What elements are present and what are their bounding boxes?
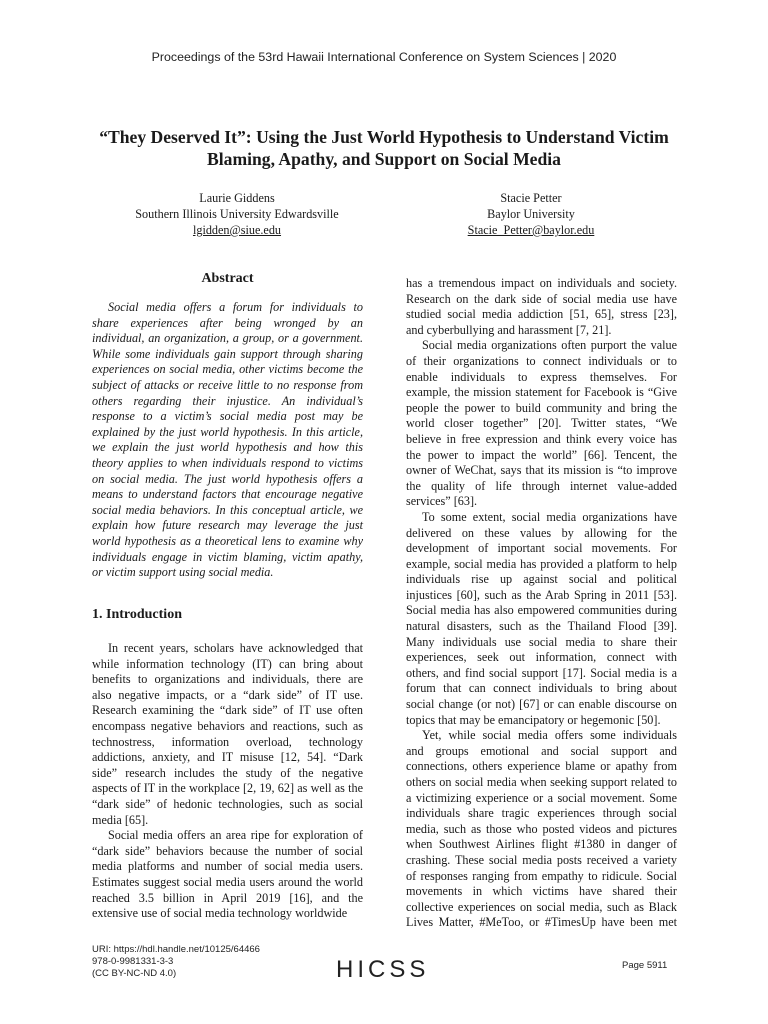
text-line: explain how future research may leverage the just: [92, 518, 363, 533]
introduction-body: [92, 641, 363, 922]
text-line: individuals engage in victim blaming, victim apathy,: [92, 549, 363, 564]
text-line: also negative impacts, or a “dark side” of IT use.: [92, 687, 363, 702]
author-block-1: [92, 190, 382, 238]
text-line: individuals share tragic experiences through social: [406, 806, 677, 821]
footer-uri[interactable]: URI: https://hdl.handle.net/10125/64466: [92, 944, 260, 955]
text-line: we explain the just world hypothesis and how this: [92, 440, 363, 455]
paragraph: [406, 338, 677, 510]
introduction-heading: 1. Introduction: [92, 607, 182, 622]
author-name: Laurie Giddens: [199, 191, 275, 205]
page-number: Page 5911: [622, 960, 668, 971]
text-line: reached 3.5 billion in April 2019 [16], and the: [92, 890, 363, 905]
text-line: experiences, seek out information, connect with: [406, 650, 677, 665]
text-line: and cyberbullying and harassment [7, 21].: [406, 322, 612, 337]
text-line: means to understand factors that encourage negative: [92, 487, 363, 502]
paper-title: [60, 126, 708, 170]
paragraph: [406, 728, 677, 931]
text-line: media, such as those who posted videos and pictures: [406, 821, 677, 836]
text-line: owner of WeChat, says that its mission is “to improve: [406, 463, 677, 478]
paragraph: [92, 641, 363, 828]
text-line: To some extent, social media organizations have: [422, 509, 677, 524]
text-line: others regarding their injustice. An individual’s: [92, 393, 363, 408]
text-line: a victimizing experience or a social movement. Some: [406, 790, 677, 805]
text-line: Social media organizations often purport the value: [422, 338, 677, 353]
text-line: others, and find social support [17]. Social media is a: [406, 665, 677, 680]
text-line: collective experiences on social media, such as Black: [406, 899, 677, 914]
text-line: others on social media when seeking support related to: [406, 775, 677, 789]
abstract-body: [92, 300, 363, 581]
text-line: crashing. These social media posts received a variety: [406, 852, 677, 867]
paragraph: [406, 510, 677, 728]
text-line: explained by the just world hypothesis. In this article,: [92, 424, 363, 439]
text-line: Social media offers an area ripe for exploration of: [108, 828, 363, 843]
text-line: movements in which victims have shared their: [406, 884, 677, 899]
text-line: technostress, information overload, technology: [92, 734, 363, 749]
title-line-1: “They Deserved It”: Using the Just World Hypothesis to Understand Victim: [99, 127, 669, 147]
title-line-2: Blaming, Apathy, and Support on Social Media: [207, 149, 561, 169]
text-line: world closer together” [20]. Twitter states, “We: [406, 416, 677, 431]
text-line: Estimates suggest social media users around the world: [92, 874, 363, 889]
text-line: addictions, anxiety, and IT misuse [12, 54]. “Dark: [92, 750, 363, 765]
text-line: has a tremendous impact on individuals and society.: [406, 276, 677, 290]
text-line: Social media has also empowered communities during: [406, 603, 677, 618]
text-line: and groups emotional and social support and: [406, 743, 677, 758]
text-line: media [65].: [92, 812, 149, 827]
text-line: development of important social movements. For: [406, 541, 677, 556]
right-column-body: [406, 276, 677, 931]
text-line: topics that may be emancipatory or hegemonic [50].: [406, 712, 661, 727]
text-line: when Southwest Airlines flight #1380 in danger of: [406, 837, 677, 852]
paragraph: [406, 276, 677, 338]
text-line: the power to impact the world” [66]. Tencent, the: [406, 447, 677, 462]
text-line: media platforms and number of social media users.: [92, 859, 363, 874]
author-block-2: [386, 190, 676, 238]
text-line: Many individuals use social media to share their: [406, 634, 677, 649]
proceedings-header: Proceedings of the 53rd Hawaii International Conference on System Sciences | 2020: [151, 50, 617, 64]
hicss-logo: [336, 956, 429, 984]
text-line: believe in free expression and think every voice has: [406, 431, 677, 446]
author-affiliation: Baylor University: [487, 207, 575, 221]
text-line: individual, an organization, a group, or a government.: [92, 331, 363, 346]
text-line: encompass negative behaviors and reactions, such as: [92, 718, 363, 733]
text-line: theory applies to when individuals respond to victims: [92, 455, 363, 470]
text-line: or victim support using social media.: [92, 565, 274, 580]
footer-meta: [92, 944, 260, 981]
text-line: experiences on social media, other victims become the: [92, 362, 363, 377]
text-line: injustices [60], such as the Arab Spring in 2011 [53].: [406, 587, 677, 602]
author-name: Stacie Petter: [500, 191, 562, 205]
text-line: Lives Matter, #MeToo, or #TimesUp have been met: [406, 915, 677, 930]
author-email-link[interactable]: Stacie_Petter@baylor.edu: [467, 223, 595, 237]
author-affiliation: Southern Illinois University Edwardsville: [135, 207, 339, 221]
text-line: studied social media addiction [51, 65], stress [23],: [406, 307, 677, 322]
text-line: Research examining the “dark side” of IT use often: [92, 703, 363, 718]
text-line: “dark side” behaviors because the number of social: [92, 843, 363, 858]
text-line: individuals rise up against social and political: [406, 572, 677, 587]
author-email-link[interactable]: lgidden@siue.edu: [192, 223, 282, 237]
text-line: delivered on these values by allowing for the: [406, 525, 677, 540]
text-line: forum that can connect individuals to bring about: [406, 681, 677, 696]
footer-license: (CC BY-NC-ND 4.0): [92, 968, 177, 980]
text-line: Social media offers a forum for individuals to: [108, 300, 363, 314]
text-line: Research on the dark side of social media use have: [406, 291, 677, 306]
text-line: share experiences after being wronged by an: [92, 315, 363, 330]
text-line: of their organizations to connect individuals or to: [406, 353, 677, 368]
text-line: benefits to organizations and individuals, there are: [92, 672, 363, 687]
text-line: connections, others experience blame or apathy from: [406, 759, 677, 774]
text-line: subject of attacks or receive little to no response from: [92, 377, 363, 392]
text-line: world hypothesis as a theoretical lens to examine why: [92, 533, 363, 548]
text-line: social media behaviors. In this conceptual article, we: [92, 502, 363, 517]
abstract-heading: Abstract: [201, 271, 254, 286]
text-line: In recent years, scholars have acknowledged that: [108, 641, 363, 655]
footer-isbn: 978-0-9981331-3-3: [92, 956, 174, 968]
text-line: example, the mission statement for Facebook is “Give: [406, 385, 677, 400]
text-line: side” research includes the study of the negative: [92, 765, 363, 780]
text-line: example, social media has provided a platform to help: [406, 556, 677, 571]
text-line: people the power to build community and bring the: [406, 400, 677, 415]
text-line: the quality of life through internet value-added: [406, 478, 677, 493]
text-line: aspects of IT in the workplace [2, 19, 62] as well as the: [92, 781, 363, 796]
text-line: extensive use of social media technology worldwide: [92, 906, 348, 921]
text-line: on social media. The just world hypothesis offers a: [92, 471, 363, 486]
text-line: “dark side” of hedonic technologies, such as social: [92, 796, 363, 811]
text-line: services” [63].: [406, 494, 478, 509]
text-line: Yet, while social media offers some individuals: [422, 728, 677, 743]
text-line: of responses ranging from empathy to ridicule. Social: [406, 868, 677, 883]
text-line: while information technology (IT) can bring about: [92, 656, 363, 671]
text-line: response to a victim’s social media post may be: [92, 409, 363, 424]
text-line: While some individuals gain support through sharing: [92, 346, 363, 361]
logo-text: HICSS: [336, 956, 430, 983]
text-line: enable individuals to express themselves. For: [406, 369, 677, 384]
text-line: social change (or not) [67] or can enable discourse on: [406, 697, 677, 712]
paragraph: [92, 828, 363, 922]
text-line: natural disasters, such as the Thailand Flood [39].: [406, 619, 677, 634]
